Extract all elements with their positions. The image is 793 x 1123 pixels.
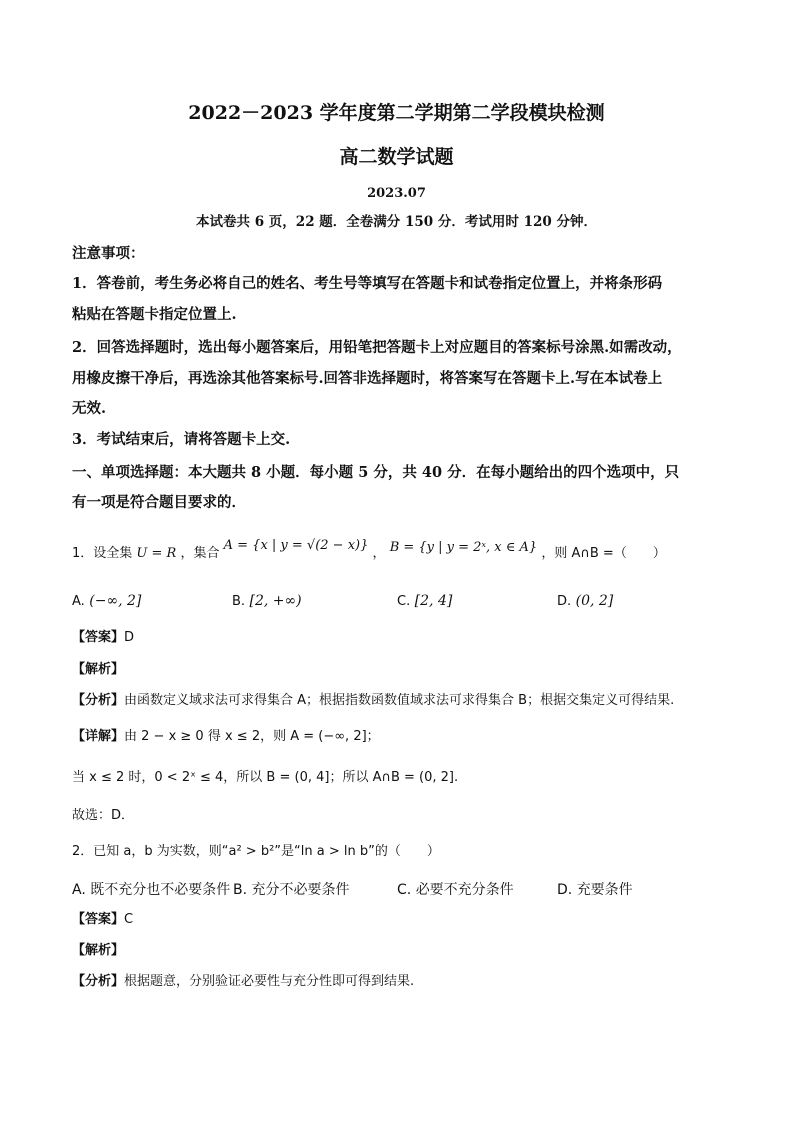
q1-detail-1-text: 由 2 − x ≥ 0 得 x ≤ 2，则 A = (−∞, 2]； — [124, 729, 380, 744]
note-2-line-1: 2．回答选择题时，选出每小题答案后，用铅笔把答题卡上对应题目的答案标号涂黑.如需改动， — [72, 339, 682, 356]
q1-detail-1 — [72, 727, 725, 747]
q1-detail-2: 当 x ≤ 2 时，0 < 2ˣ ≤ 4，所以 B = (0, 4]；所以 A∩B = (0, 2]. — [72, 770, 459, 785]
q1-sep-1: ，集合 — [180, 546, 220, 561]
note-3: 3．考试结束后，请将答题卡上交. — [72, 431, 291, 448]
section-1-line-2: 有一项是符合题目要求的． — [72, 494, 246, 511]
q1-option-d: D. (0, 2] — [557, 593, 614, 609]
q2-option-b: B. 充分不必要条件 — [233, 882, 350, 898]
exam-info: 本试卷共 6 页，22 题．全卷满分 150 分．考试用时 120 分钟． — [196, 214, 597, 230]
q1-fenxi — [72, 691, 725, 711]
note-2-line-2: 用橡皮擦干净后，再选涂其他答案标号.回答非选择题时，将答案写在答题卡上.写在本试卷上 — [72, 370, 663, 387]
note-1-line-2: 粘贴在答题卡指定位置上. — [72, 306, 237, 323]
q1-answer-tag: 【答案】 — [72, 630, 125, 645]
q2-option-d: D. 充要条件 — [557, 882, 633, 898]
q2-option-a: A. 既不充分也不必要条件 — [72, 882, 231, 898]
q1-conclusion: 故选：D． — [72, 808, 135, 823]
q1-answer-value: D — [124, 630, 135, 645]
q1-sep-2: ， — [372, 546, 386, 561]
q1-stem-prefix: 1．设全集 — [72, 546, 133, 561]
q2-option-c: C. 必要不充分条件 — [397, 882, 514, 898]
q2-answer-tag: 【答案】 — [72, 912, 125, 927]
q1-option-c: C. [2, 4] — [397, 593, 453, 609]
q2-fenxi-text: 根据题意，分别验证必要性与充分性即可得到结果. — [124, 974, 415, 989]
q1-stem-suffix: ，则 A∩B =（ ） — [541, 546, 666, 561]
q1-answer — [72, 628, 725, 648]
note-1-line-1: 1．答卷前，考生务必将自己的姓名、考生号等填写在答题卡和试卷指定位置上，并将条形码 — [72, 275, 663, 292]
q1-detail-tag: 【详解】 — [72, 729, 125, 744]
q2-stem: 2．已知 a，b 为实数，则“a² > b²”是“ln a > ln b”的（ ） — [72, 844, 440, 859]
q1-set-b: B = {y | y = 2ˣ, x ∈ A} — [389, 540, 538, 555]
q1-analysis-tag: 【解析】 — [72, 662, 125, 677]
q2-answer-value: C — [124, 912, 134, 927]
exam-title: 2022－2023 学年度第二学期第二学段模块检测 — [188, 102, 605, 124]
exam-subtitle: 高二数学试题 — [339, 146, 454, 168]
q1-set-a: A = {x | y = √(2 − x)} — [223, 538, 369, 553]
q1-stem — [72, 538, 725, 564]
note-2-line-3: 无效. — [72, 400, 107, 417]
q1-option-b: B. [2, +∞) — [232, 593, 302, 609]
q1-fenxi-text: 由函数定义域求法可求得集合 A；根据指数函数值域求法可求得集合 B；根据交集定义可得结果. — [124, 693, 675, 708]
notes-heading: 注意事项： — [72, 245, 145, 262]
q2-fenxi-tag: 【分析】 — [72, 974, 125, 989]
q1-universe: U = R — [136, 546, 177, 561]
q1-option-a: A. (−∞, 2] — [72, 593, 142, 609]
q2-answer — [72, 910, 725, 930]
q1-fenxi-tag: 【分析】 — [72, 693, 125, 708]
exam-date: 2023.07 — [367, 186, 426, 201]
q2-analysis-tag: 【解析】 — [72, 943, 125, 958]
section-1-line-1: 一、单项选择题：本大题共 8 小题．每小题 5 分，共 40 分．在每小题给出的四个选项中，只 — [72, 464, 680, 481]
q2-fenxi — [72, 972, 725, 992]
